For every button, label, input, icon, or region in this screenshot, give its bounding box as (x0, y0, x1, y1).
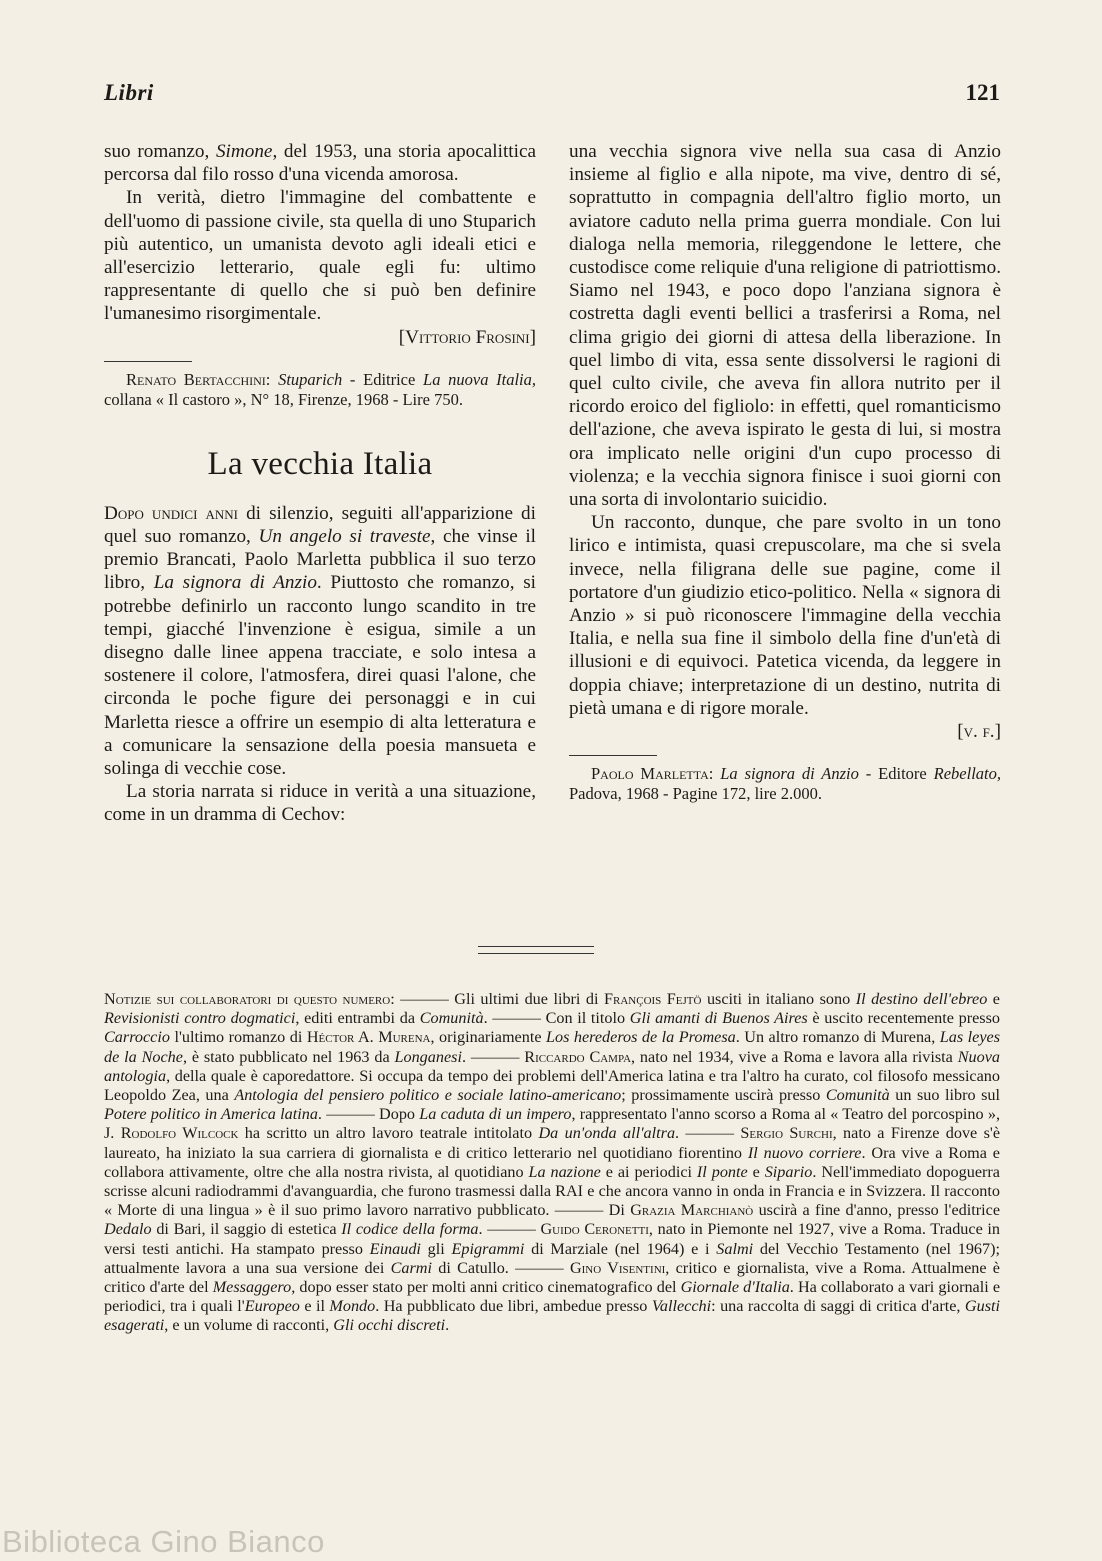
text-run: , critico e giornalista, vive a Roma. Attualmene è critico d'arte del (104, 1258, 1000, 1297)
text-run: . Piuttosto che romanzo, si potrebbe definirlo un racconto lungo scandito in tre tempi, giacché l'invenzione è esigua, simile a un disegno dalle linee appena tracciate, e solo intesa a sostenere il colore, l'atmosfera, direi quasi l'alone, che circonda le poche figure dei personaggi e in cui Marletta riesce a offrire un esempio di alta letteratura e a comunicare la sensazione della poesia mansueta e solinga di vecchie cose. (104, 572, 536, 780)
italic-text: Messaggero (212, 1278, 292, 1297)
text-run: . Ha collaborato a vari giornali e periodici, tra i quali l' (104, 1278, 1001, 1316)
italic-text: Los herederos de la Promesa (546, 1028, 736, 1047)
small-caps-text: Riccardo Campa (524, 1047, 632, 1066)
italic-text: Potere politico in America latina (104, 1105, 318, 1124)
text-run: . ——— Dopo (317, 1105, 420, 1124)
text-run: , rappresentato l'anno scorso a Roma al « Teatro del porcospino », (571, 1105, 1000, 1124)
small-caps-text: J. Rodolfo Wilcock (104, 1124, 239, 1143)
small-caps-text: François Fejtö (604, 990, 702, 1008)
signature-line (104, 326, 536, 349)
text-run: , editi entrambi da (295, 1009, 420, 1028)
text-run: è uscito recentemente presso (807, 1009, 1000, 1028)
text-run: , che vinse il premio Brancati, Paolo Marletta pubblica il suo terzo libro, (104, 526, 536, 594)
text-run: , è stato pubblicato nel 1963 da (182, 1047, 395, 1066)
italic-text: Gli amanti di Buenos Aires (629, 1009, 808, 1028)
text-run: . ——— (461, 1047, 525, 1066)
paragraph (569, 511, 1001, 720)
text-run: una vecchia signora vive nella sua casa di Anzio insieme al figlio e alla nipote, ma vive, dentro di sé, soprattutto in compagnia dell'altro figlio morto, un aviatore caduto nella prima guerra mondiale. Con lui dialoga nella memoria, rileggendone le lettere, che custodisce come reliquie d'una religione di patriottismo. Siamo nel 1943, e poco dopo l'anziana signora è costretta dagli eventi bellici a trasferirsi a Roma, nel clima grigio dei giorni di attesa della liberazione. In quel limbo di vita, essa sente dissolversi le ragioni di quel culto civile, che aveva fin allora nutrito per il ricordo eroico del figliolo: in effetti, quel romanticismo dell'azione, che aveva ispirato le gesta di lui, si mostra ora implicato nelle origini d'un cupo processo di violenza; e la vecchia signora finisce i suoi giorni con una sorta di involontario suicidio. (569, 141, 1001, 511)
text-run: : (265, 369, 279, 389)
text-run: . Ha pubblicato due libri, ambedue presso (375, 1297, 652, 1316)
text-run: usciti in italiano sono (701, 990, 856, 1008)
left-column (104, 140, 536, 827)
italic-text: Carroccio (104, 1028, 170, 1047)
small-caps-text: Grazia Marchianò (630, 1201, 754, 1220)
text-run: . ——— Con il titolo (483, 1009, 630, 1028)
contributors-notes (104, 990, 1000, 1336)
text-run: , del 1953, una storia apocalittica percorsa dal filo rosso d'una vicenda amorosa. (104, 141, 536, 186)
review-reference (569, 764, 1001, 804)
footnote-rule (569, 755, 657, 756)
italic-text: Europeo (244, 1297, 300, 1316)
text-run: del Vecchio Testamento (nel 1967); attualmente lavora a una sua versione dei (104, 1239, 1001, 1277)
text-run: di Marziale (nel 1964) e i (524, 1239, 717, 1258)
notes-paragraph (104, 990, 1000, 1336)
section-name: Libri (104, 80, 154, 105)
text-run: , della quale è caporedattore. Si occupa da tempo dei problemi dell'America latina e tra l'altro ha curato, col filosofo messicano Leopoldo Zea, una (104, 1066, 1000, 1105)
signature-line (569, 720, 1001, 743)
text-run: ha scritto un altro lavoro teatrale intitolato (238, 1124, 539, 1143)
italic-text: Da un'onda all'altra (538, 1124, 676, 1143)
text-run: l'ultimo romanzo di (169, 1028, 307, 1047)
text-run: La storia narrata si riduce in verità a una situazione, come in un dramma di Cechov: (104, 781, 536, 826)
italic-text: Las leyes de la Noche (104, 1028, 1001, 1066)
italic-text: Un angelo si traveste (258, 526, 431, 548)
article-title: La vecchia Italia (207, 445, 433, 482)
small-caps-text: Guido Ceronetti (540, 1220, 649, 1239)
paragraph (104, 780, 536, 826)
italic-text: La signora di Anzio (720, 764, 859, 784)
paragraph (104, 140, 536, 186)
page-header (104, 80, 1000, 110)
italic-text: Sipario (764, 1162, 813, 1181)
text-run: gli (420, 1239, 452, 1258)
text-run: . ——— (675, 1124, 741, 1143)
paragraph (569, 140, 1001, 511)
right-column (569, 140, 1001, 804)
small-caps-text: Sergio Surchi (740, 1124, 833, 1143)
text-run: : (708, 764, 721, 784)
italic-text: Revisionisti contro dogmatici (104, 1009, 296, 1028)
text-run: Un racconto, dunque, che pare svolto in un tono lirico e intimista, quasi crepuscolare, ma che si svela invece, nella filigrana delle sue pagine, come il portatore d'un giudizio etico-politico. Nella « signora di Anzio » si può riconoscere l'immagine della vecchia Italia, e nella sua fine il simbolo della fine d'un'età di illusioni e di equivoci. Patetica vicenda, da leggere in doppia chiave; interpretazione di un destino, nutrita di pietà umana e di rigore morale. (569, 512, 1001, 719)
review-signature: [v. f.] (957, 721, 1001, 743)
italic-text: Salmi (716, 1239, 754, 1258)
review-reference (104, 370, 536, 410)
italic-text: Nuova antologia (104, 1047, 1000, 1085)
italic-text: Einaudi (369, 1239, 421, 1258)
italic-text: Epigrammi (451, 1239, 525, 1258)
small-caps-text: Dopo undici anni (104, 502, 238, 524)
review-signature: [Vittorio Frosini] (398, 326, 536, 348)
italic-text: La signora di Anzio (153, 572, 317, 594)
text-run: . (445, 1316, 450, 1335)
italic-text: Dedalo (104, 1220, 152, 1239)
italic-text: Comunità (419, 1009, 484, 1028)
text-run: di Bari, il saggio di estetica (151, 1220, 342, 1239)
text-run: uscirà a fine d'anno, presso l'editrice (753, 1201, 1001, 1220)
text-run: . Un altro romanzo di Murena, (735, 1028, 940, 1047)
italic-text: Longanesi (394, 1047, 462, 1066)
small-caps-text: Héctor A. Murena (306, 1028, 431, 1047)
text-run: di silenzio, seguiti all'apparizione di quel suo romanzo, (104, 502, 536, 548)
small-caps-text: Renato Bertacchini (126, 369, 266, 389)
italic-text: Gusti esagerati (104, 1297, 1000, 1335)
italic-text: Rebellato, (933, 764, 1001, 784)
text-run: e il (299, 1297, 330, 1316)
italic-text: La nazione (528, 1162, 601, 1181)
paragraph (104, 502, 536, 780)
text-run: , nato in Piemonte nel 1927, vive a Roma. Traduce in versi testi antichi. Ha stampato presso (104, 1220, 1001, 1258)
text-run: un suo libro sul (889, 1086, 1000, 1105)
italic-text: Simone (215, 141, 273, 162)
small-caps-text: Gino Visentini (569, 1258, 666, 1277)
italic-text: Il destino dell'ebreo (855, 990, 988, 1008)
text-run: suo romanzo, (104, 141, 216, 162)
text-run: Padova, 1968 - Pagine 172, lire 2.000. (569, 784, 822, 804)
text-run: , originariamente (430, 1028, 546, 1047)
text-run: , nato nel 1934, vive a Roma e lavora alla rivista (631, 1047, 958, 1066)
text-run: In verità, dietro l'immagine del combattente e dell'uomo di passione civile, sta quella di uno Stuparich più autentico, un umanista devoto agli ideali etici e all'esercizio letterario, quale egli fu: ultimo rappresentante di quello che si può ben definire l'umanesimo risorgimentale. (104, 187, 536, 325)
text-run: e ai periodici (600, 1162, 697, 1181)
text-run: . Ora vive a Roma e collabora attivamente, oltre che alla nostra rivista, al quotidiano (104, 1143, 1000, 1181)
small-caps-text: Notizie sui collaboratori di questo numero: (104, 990, 395, 1008)
italic-text: Comunità (825, 1086, 890, 1105)
text-run: ; prossimamente uscirà presso (621, 1086, 826, 1105)
italic-text: Il codice della forma (341, 1220, 479, 1239)
text-run: - Editore (858, 764, 934, 784)
italic-text: Mondo (329, 1297, 376, 1316)
text-run: di Catullo. ——— (432, 1258, 570, 1277)
italic-text: Carmi (390, 1258, 432, 1277)
italic-text: Stuparich (278, 369, 343, 389)
italic-text: Il ponte (696, 1162, 748, 1181)
text-run: ——— Gli ultimi due libri di (394, 990, 604, 1008)
text-run: , nato a Firenze dove s'è laureato, ha iniziato la sua carriera di giornalista e di critico letterario nel quotidiano fiorentino (104, 1124, 1000, 1162)
text-run: . ——— (478, 1220, 541, 1239)
text-run: , e un volume di racconti, (164, 1316, 334, 1335)
text-run: : una raccolta di saggi di critica d'arte, (711, 1297, 965, 1316)
text-run: - Editrice (342, 369, 424, 389)
italic-text: La nuova Italia, (423, 369, 537, 389)
footnote-rule (104, 361, 192, 362)
text-run: , dopo esser stato per molti anni critico cinematografico del (291, 1278, 681, 1297)
italic-text: Gli occhi discreti (333, 1316, 446, 1335)
text-run: e (747, 1162, 765, 1181)
text-run: collana « Il castoro », N° 18, Firenze, 1968 - Lire 750. (104, 389, 463, 409)
text-run: e (987, 990, 1000, 1008)
page-number: 121 (965, 80, 1000, 105)
small-caps-text: Paolo Marletta (591, 764, 709, 784)
paragraph (104, 186, 536, 325)
text-run: . Nell'immediato dopoguerra scrisse alcuni radiodrammi d'avanguardia, che furono trasmessi dalla RAI e che ancora vanno in onda in Francia e in Svizzera. Il racconto « Morte di una lingua » è il suo primo lavoro narrativo pubblicato. ——— Di (104, 1162, 1000, 1220)
section-divider (478, 946, 594, 954)
library-watermark: Biblioteca Gino Bianco (2, 1524, 325, 1559)
italic-text: La caduta di un impero (419, 1105, 572, 1124)
italic-text: Antologia del pensiero politico e sociale latino-americano (234, 1086, 622, 1105)
italic-text: Giornale d'Italia (680, 1278, 790, 1297)
italic-text: Vallecchi (651, 1297, 712, 1316)
italic-text: Il nuovo corriere (747, 1143, 862, 1162)
